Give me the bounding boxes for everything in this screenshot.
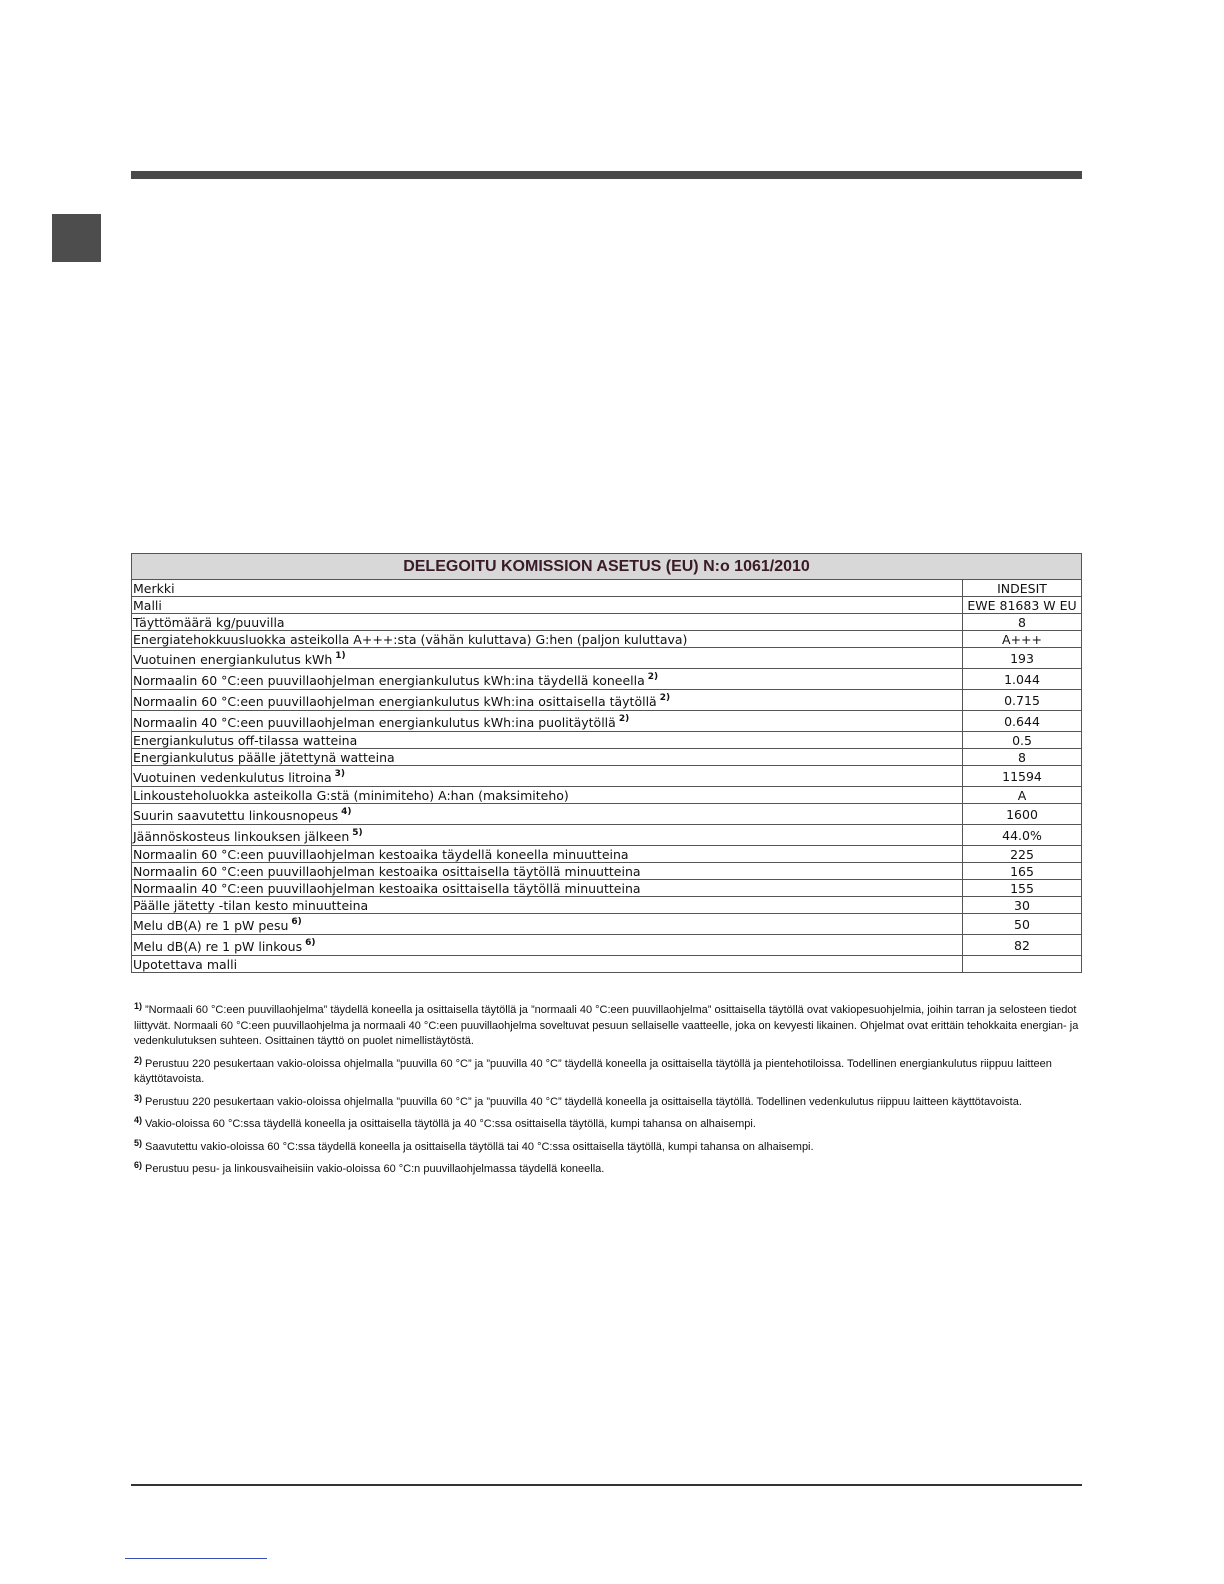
spec-label-cell	[132, 648, 963, 669]
spec-value: 82	[963, 935, 1082, 956]
spec-label: Normaalin 60 °C:een puuvillaohjelman energiankulutus kWh:ina täydellä koneella	[133, 673, 645, 688]
table-row	[132, 614, 1082, 631]
spec-label: Vuotuinen vedenkulutus litroina	[133, 770, 332, 785]
spec-label: Energiankulutus off-tilassa watteina	[133, 733, 358, 748]
table-row	[132, 935, 1082, 956]
spec-label-cell	[132, 935, 963, 956]
footnote	[134, 1054, 1082, 1088]
table-row	[132, 956, 1082, 973]
spec-value: 0.644	[963, 711, 1082, 732]
spec-label: Vuotuinen energiankulutus kWh	[133, 652, 333, 667]
footnote-text: Perustuu pesu- ja linkousvaiheisiin vakio-oloissa 60 °C:n puuvillaohjelmassa täydellä koneella.	[145, 1163, 605, 1175]
spec-label: Malli	[133, 598, 162, 613]
spec-label: Normaalin 60 °C:een puuvillaohjelman energiankulutus kWh:ina osittaisella täytöllä	[133, 694, 657, 709]
footnote	[134, 1092, 1082, 1111]
table-row	[132, 580, 1082, 597]
spec-value: 0.715	[963, 690, 1082, 711]
spec-value	[963, 956, 1082, 973]
spec-value: A+++	[963, 631, 1082, 648]
spec-label-cell	[132, 766, 963, 787]
spec-value: 165	[963, 863, 1082, 880]
spec-label: Jäännöskosteus linkouksen jälkeen	[133, 829, 350, 844]
spec-label-cell	[132, 690, 963, 711]
table-row	[132, 863, 1082, 880]
table-row	[132, 846, 1082, 863]
footnote-ref: 3)	[334, 769, 345, 779]
footnote	[134, 1003, 1082, 1050]
footnote-text: ”Normaali 60 °C:een puuvillaohjelma” täydellä koneella ja osittaisella täytöllä ja ”normaali 40 °C:een puuvillaohjelma” osittaisella täytöllä ovat vakiopesuohjelmia, joihin tarran ja selosteen tiedot liittyvät. Normaali 60 °C:een puuvillaohjelma ja normaali 40 °C:een puuvillaohjelma soveltuvat pesuun sellaiselle vaatteelle, joka on kevyesti likainen. Ohjelmat ovat erittäin tehokkaita energian- ja vedenkulutuksen suhteen. Osittainen täyttö on puolet nimellistäytöstä.	[134, 1004, 1079, 1047]
footnote-mark: 6)	[134, 1160, 143, 1170]
footnote-mark: 3)	[134, 1092, 143, 1103]
spec-label-cell	[132, 804, 963, 825]
spec-value: 11594	[963, 766, 1082, 787]
spec-value: 50	[963, 914, 1082, 935]
table-row	[132, 897, 1082, 914]
spec-label: Linkousteholuokka asteikolla G:stä (minimiteho) A:han (maksimiteho)	[133, 788, 569, 803]
footnote-text: Vakio-oloissa 60 °C:ssa täydellä koneella ja osittaisella täytöllä ja 40 °C:ssa osittaisella täytöllä, kumpi tahansa on alhaisempi.	[145, 1118, 756, 1130]
spec-label: Upotettava malli	[133, 957, 238, 972]
footer-rule	[131, 1484, 1082, 1486]
table-row	[132, 787, 1082, 804]
spec-label-cell	[132, 669, 963, 690]
spec-value: 30	[963, 897, 1082, 914]
spec-label: Suurin saavutettu linkousnopeus	[133, 808, 339, 823]
spec-label-cell	[132, 631, 963, 648]
footnote	[134, 1137, 1082, 1156]
footnote	[134, 1117, 1082, 1133]
spec-value: 155	[963, 880, 1082, 897]
spec-value: 0.5	[963, 732, 1082, 749]
spec-label: Päälle jätetty -tilan kesto minuutteina	[133, 898, 369, 913]
footnote-mark: 1)	[134, 1001, 143, 1011]
footnotes	[134, 1003, 1082, 1185]
footnote-ref: 4)	[341, 807, 352, 817]
footer-link-underline	[125, 1558, 267, 1559]
spec-label: Normaalin 40 °C:een puuvillaohjelman energiankulutus kWh:ina puolitäytöllä	[133, 715, 616, 730]
table-row	[132, 648, 1082, 669]
spec-label-cell	[132, 897, 963, 914]
table-row	[132, 732, 1082, 749]
spec-value: 44.0%	[963, 825, 1082, 846]
spec-label-cell	[132, 787, 963, 804]
footnote-ref: 2)	[659, 693, 671, 703]
footnote-ref: 5)	[352, 828, 363, 838]
spec-value: 8	[963, 749, 1082, 766]
spec-label: Melu dB(A) re 1 pW linkous	[133, 939, 303, 954]
table-row	[132, 804, 1082, 825]
spec-value: 225	[963, 846, 1082, 863]
spec-label-cell	[132, 914, 963, 935]
footnote-mark: 4)	[134, 1115, 143, 1125]
table-row	[132, 880, 1082, 897]
spec-label-cell	[132, 880, 963, 897]
table-row	[132, 749, 1082, 766]
footnote-mark: 5)	[134, 1137, 143, 1148]
spec-label-cell	[132, 825, 963, 846]
spec-value: 193	[963, 648, 1082, 669]
footnote-mark: 2)	[134, 1054, 143, 1065]
footnote-ref: 2)	[618, 714, 630, 724]
spec-label: Normaalin 40 °C:een puuvillaohjelman kestoaika osittaisella täytöllä minuutteina	[133, 881, 641, 896]
product-fiche-table	[131, 553, 1082, 973]
footnote-text: Perustuu 220 pesukertaan vakio-oloissa ohjelmalla ”puuvilla 60 °C” ja ”puuvilla 40 °C” täydellä koneella ja osittaisella täytöllä ja pientehotiloissa. Todellinen energiankulutus riippuu laitteen käyttötavoista.	[134, 1057, 1052, 1085]
spec-label-cell	[132, 711, 963, 732]
footnote-text: Saavutettu vakio-oloissa 60 °C:ssa täydellä koneella ja osittaisella täytöllä tai 40 °C:ssa osittaisella täytöllä, kumpi tahansa on alhaisempi.	[145, 1140, 814, 1153]
spec-label: Merkki	[133, 581, 175, 596]
spec-label-cell	[132, 956, 963, 973]
table-row	[132, 597, 1082, 614]
table-row	[132, 690, 1082, 711]
spec-label-cell	[132, 580, 963, 597]
table-row	[132, 914, 1082, 935]
spec-value: 1.044	[963, 669, 1082, 690]
table-row	[132, 825, 1082, 846]
spec-label: Melu dB(A) re 1 pW pesu	[133, 918, 289, 933]
spec-label: Normaalin 60 °C:een puuvillaohjelman kestoaika täydellä koneella minuutteina	[133, 847, 629, 862]
spec-label-cell	[132, 863, 963, 880]
spec-label: Normaalin 60 °C:een puuvillaohjelman kestoaika osittaisella täytöllä minuutteina	[133, 864, 641, 879]
spec-label-cell	[132, 597, 963, 614]
header-rule	[131, 171, 1082, 179]
table-title: DELEGOITU KOMISSION ASETUS (EU) N:o 1061/2010	[132, 554, 1082, 580]
spec-label: Energiankulutus päälle jätettynä watteina	[133, 750, 395, 765]
spec-label: Energiatehokkuusluokka asteikolla A+++:sta (vähän kuluttava) G:hen (paljon kuluttava)	[133, 632, 688, 647]
spec-value: 8	[963, 614, 1082, 631]
section-tab-marker	[52, 214, 101, 262]
spec-label-cell	[132, 749, 963, 766]
footnote-ref: 6)	[291, 917, 302, 927]
spec-value: A	[963, 787, 1082, 804]
spec-label-cell	[132, 614, 963, 631]
spec-label-cell	[132, 846, 963, 863]
footnote-ref: 1)	[335, 651, 346, 661]
spec-value: EWE 81683 W EU	[963, 597, 1082, 614]
footnote-text: Perustuu 220 pesukertaan vakio-oloissa ohjelmalla ”puuvilla 60 °C” ja ”puuvilla 40 °C” täydellä koneella ja osittaisella täytöllä. Todellinen vedenkulutus riippuu laitteen käyttötavoista.	[145, 1095, 1022, 1108]
table-row	[132, 669, 1082, 690]
table-row	[132, 711, 1082, 732]
footnote-ref: 2)	[647, 672, 659, 682]
footnote-ref: 6)	[305, 938, 316, 948]
spec-label: Täyttömäärä kg/puuvilla	[133, 615, 285, 630]
spec-label-cell	[132, 732, 963, 749]
spec-value: INDESIT	[963, 580, 1082, 597]
table-row	[132, 631, 1082, 648]
spec-value: 1600	[963, 804, 1082, 825]
footnote	[134, 1162, 1082, 1178]
table-row	[132, 766, 1082, 787]
